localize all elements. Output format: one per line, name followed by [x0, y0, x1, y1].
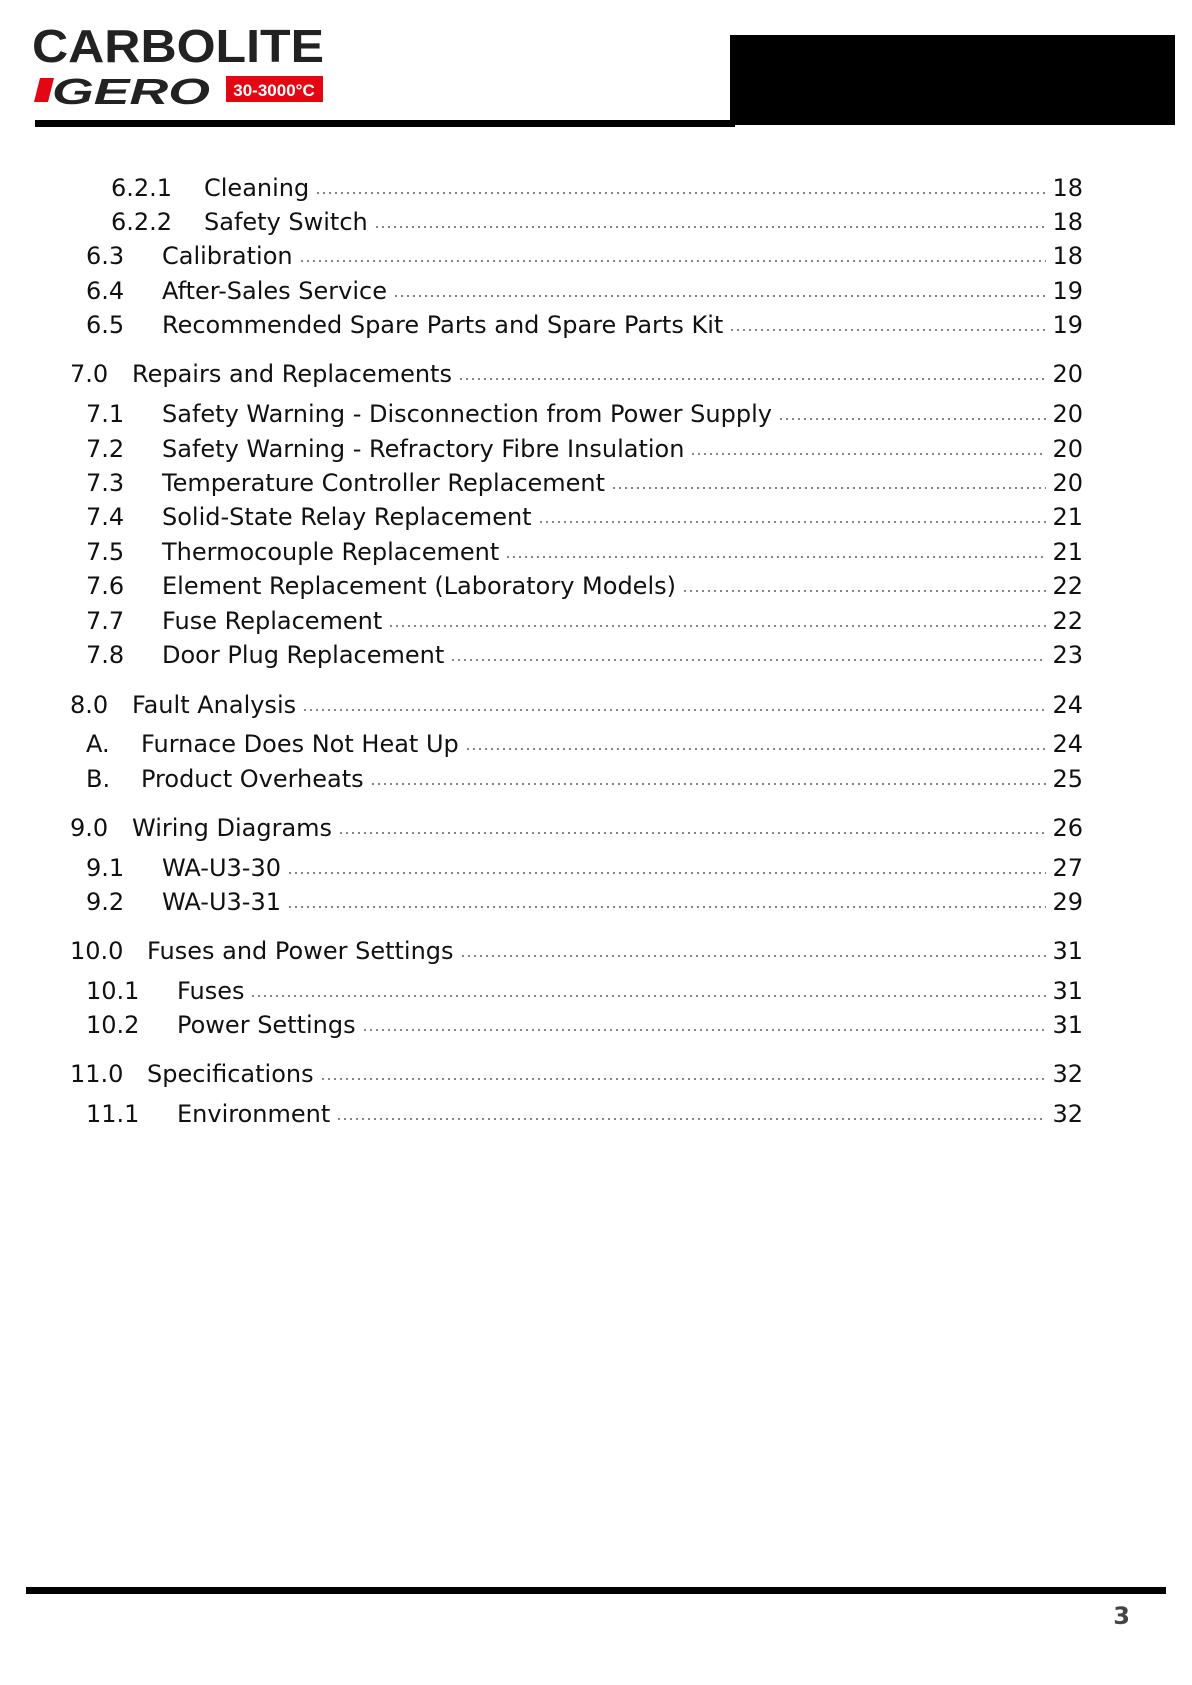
- toc-dot-leader: [388, 625, 1046, 627]
- toc-entry-page: 31: [1052, 937, 1083, 965]
- toc-entry-number: B.: [86, 765, 111, 793]
- toc-entry-page: 21: [1052, 538, 1083, 566]
- toc-dot-leader: [778, 418, 1046, 420]
- toc-dot-leader: [458, 378, 1046, 380]
- toc-entry[interactable]: [86, 852, 1083, 884]
- toc-entry[interactable]: [111, 206, 1083, 238]
- toc-entry-number: 7.0: [70, 360, 109, 388]
- toc-entry-title: Cleaning: [204, 174, 310, 202]
- toc-dot-leader: [336, 1118, 1046, 1120]
- toc-entry-title: Specifications: [147, 1060, 314, 1088]
- carbolite-gero-logo: [30, 22, 350, 122]
- toc-dot-leader: [538, 521, 1047, 523]
- toc-entry-number: 11.0: [70, 1060, 124, 1088]
- toc-entry-title: Calibration: [162, 242, 293, 270]
- toc-entry-number: 7.5: [86, 538, 125, 566]
- toc-entry[interactable]: [70, 358, 1083, 390]
- header-black-bar: [730, 35, 1175, 125]
- toc-entry-title: Solid-State Relay Replacement: [162, 503, 532, 531]
- toc-entry-number: 10.0: [70, 937, 124, 965]
- toc-dot-leader: [374, 226, 1047, 228]
- toc-entry-page: 20: [1052, 360, 1083, 388]
- toc-entry-number: 6.2.2: [111, 208, 173, 236]
- toc-entry-number: A.: [86, 730, 110, 758]
- toc-entry-title: Safety Warning - Disconnection from Power Supply: [162, 400, 772, 428]
- toc-entry-page: 18: [1052, 174, 1083, 202]
- toc-dot-leader: [320, 1078, 1047, 1080]
- toc-entry-title: Power Settings: [177, 1011, 356, 1039]
- toc-entry-page: 22: [1052, 572, 1083, 600]
- toc-entry-title: Furnace Does Not Heat Up: [141, 730, 459, 758]
- toc-entry-title: Recommended Spare Parts and Spare Parts Kit: [162, 311, 724, 339]
- toc-dot-leader: [250, 995, 1046, 997]
- toc-entry-page: 27: [1052, 854, 1083, 882]
- toc-dot-leader: [370, 783, 1047, 785]
- toc-entry[interactable]: [70, 1058, 1083, 1090]
- toc-entry[interactable]: [70, 689, 1083, 721]
- toc-entry-title: Thermocouple Replacement: [162, 538, 500, 566]
- toc-entry[interactable]: [86, 467, 1083, 499]
- toc-entry-number: 6.4: [86, 277, 125, 305]
- toc-entry-page: 21: [1052, 503, 1083, 531]
- toc-entry-number: 8.0: [70, 691, 109, 719]
- toc-entry-page: 32: [1052, 1100, 1083, 1128]
- toc-dot-leader: [611, 487, 1046, 489]
- toc-entry-title: WA-U3-30: [162, 854, 282, 882]
- toc-entry-title: Environment: [177, 1100, 331, 1128]
- logo-wordmark: CARBOLITE: [32, 22, 324, 72]
- footer-rule: [26, 1587, 1166, 1594]
- toc-dot-leader: [302, 709, 1046, 711]
- toc-entry-number: 9.1: [86, 854, 125, 882]
- toc-entry[interactable]: [86, 1009, 1083, 1041]
- toc-entry-page: 19: [1052, 277, 1083, 305]
- toc-entry[interactable]: [86, 275, 1083, 307]
- toc-entry-page: 24: [1052, 730, 1083, 758]
- toc-entry[interactable]: [86, 433, 1083, 465]
- toc-entry-number: 6.3: [86, 242, 125, 270]
- toc-entry[interactable]: [86, 240, 1083, 272]
- logo-gero: GERO: [52, 71, 210, 112]
- toc-entry-number: 6.5: [86, 311, 125, 339]
- toc-entry[interactable]: [86, 398, 1083, 430]
- header-rule: [35, 120, 735, 127]
- toc-entry[interactable]: [86, 639, 1083, 671]
- toc-entry-page: 20: [1052, 435, 1083, 463]
- toc-entry-page: 29: [1052, 888, 1083, 916]
- toc-entry[interactable]: [86, 886, 1083, 918]
- toc-entry-title: Repairs and Replacements: [132, 360, 452, 388]
- toc-dot-leader: [287, 872, 1046, 874]
- toc-entry-number: 7.1: [86, 400, 125, 428]
- toc-entry[interactable]: [111, 172, 1083, 204]
- toc-entry-number: 7.2: [86, 435, 125, 463]
- toc-entry-page: 25: [1052, 765, 1083, 793]
- toc-entry-number: 6.2.1: [111, 174, 173, 202]
- toc-entry[interactable]: [70, 935, 1083, 967]
- toc-entry-title: WA-U3-31: [162, 888, 282, 916]
- toc-entry-number: 7.8: [86, 641, 125, 669]
- page-number: 3: [1113, 1602, 1130, 1630]
- toc-dot-leader: [338, 832, 1046, 834]
- toc-entry[interactable]: [86, 570, 1083, 602]
- toc-entry-number: 7.6: [86, 572, 125, 600]
- toc-dot-leader: [315, 192, 1046, 194]
- toc-dot-leader: [690, 453, 1046, 455]
- toc-entry-page: 26: [1052, 814, 1083, 842]
- toc-entry-title: Fuses: [177, 977, 245, 1005]
- toc-entry-number: 10.1: [86, 977, 140, 1005]
- toc-entry-title: Product Overheats: [141, 765, 364, 793]
- toc-entry-number: 7.4: [86, 503, 125, 531]
- toc-dot-leader: [362, 1029, 1047, 1031]
- toc-entry-number: 11.1: [86, 1100, 140, 1128]
- logo-red-slash: [34, 78, 54, 102]
- toc-entry[interactable]: [86, 975, 1083, 1007]
- toc-entry-page: 18: [1052, 242, 1083, 270]
- toc-dot-leader: [729, 329, 1046, 331]
- toc-entry-page: 20: [1052, 400, 1083, 428]
- toc-dot-leader: [460, 955, 1047, 957]
- toc-entry-title: After-Sales Service: [162, 277, 387, 305]
- toc-entry[interactable]: [86, 309, 1083, 341]
- toc-entry[interactable]: [86, 763, 1083, 795]
- toc-entry[interactable]: [86, 536, 1083, 568]
- toc-entry-title: Safety Switch: [204, 208, 368, 236]
- toc-entry-page: 24: [1052, 691, 1083, 719]
- toc-entry[interactable]: [86, 1098, 1083, 1130]
- toc-entry[interactable]: [86, 501, 1083, 533]
- toc-entry-number: 7.3: [86, 469, 125, 497]
- toc-entry-title: Wiring Diagrams: [132, 814, 333, 842]
- toc-entry-number: 9.2: [86, 888, 125, 916]
- toc-entry[interactable]: [86, 605, 1083, 637]
- toc-entry-page: 31: [1052, 1011, 1083, 1039]
- toc-entry-page: 22: [1052, 607, 1083, 635]
- toc-dot-leader: [505, 556, 1046, 558]
- toc-entry-number: 7.7: [86, 607, 125, 635]
- toc-entry-title: Safety Warning - Refractory Fibre Insulation: [162, 435, 685, 463]
- toc-entry-page: 20: [1052, 469, 1083, 497]
- toc-entry-title: Temperature Controller Replacement: [162, 469, 606, 497]
- toc-entry-page: 32: [1052, 1060, 1083, 1088]
- toc-entry-number: 10.2: [86, 1011, 140, 1039]
- toc-entry-number: 9.0: [70, 814, 109, 842]
- toc-entry-page: 31: [1052, 977, 1083, 1005]
- toc-dot-leader: [287, 906, 1046, 908]
- toc-entry-page: 23: [1052, 641, 1083, 669]
- toc-dot-leader: [393, 295, 1046, 297]
- logo-temp-range: 30-3000°C: [233, 81, 315, 100]
- toc-dot-leader: [682, 590, 1046, 592]
- toc-entry-title: Fault Analysis: [132, 691, 297, 719]
- toc-entry-title: Element Replacement (Laboratory Models): [162, 572, 676, 600]
- toc-entry-page: 19: [1052, 311, 1083, 339]
- toc-entry-title: Fuses and Power Settings: [147, 937, 454, 965]
- toc-entry-page: 18: [1052, 208, 1083, 236]
- toc-dot-leader: [299, 260, 1047, 262]
- toc-entry[interactable]: [70, 812, 1083, 844]
- toc-entry[interactable]: [86, 728, 1083, 760]
- toc-entry-title: Fuse Replacement: [162, 607, 383, 635]
- toc-dot-leader: [465, 748, 1047, 750]
- toc-dot-leader: [450, 659, 1046, 661]
- toc-entry-title: Door Plug Replacement: [162, 641, 445, 669]
